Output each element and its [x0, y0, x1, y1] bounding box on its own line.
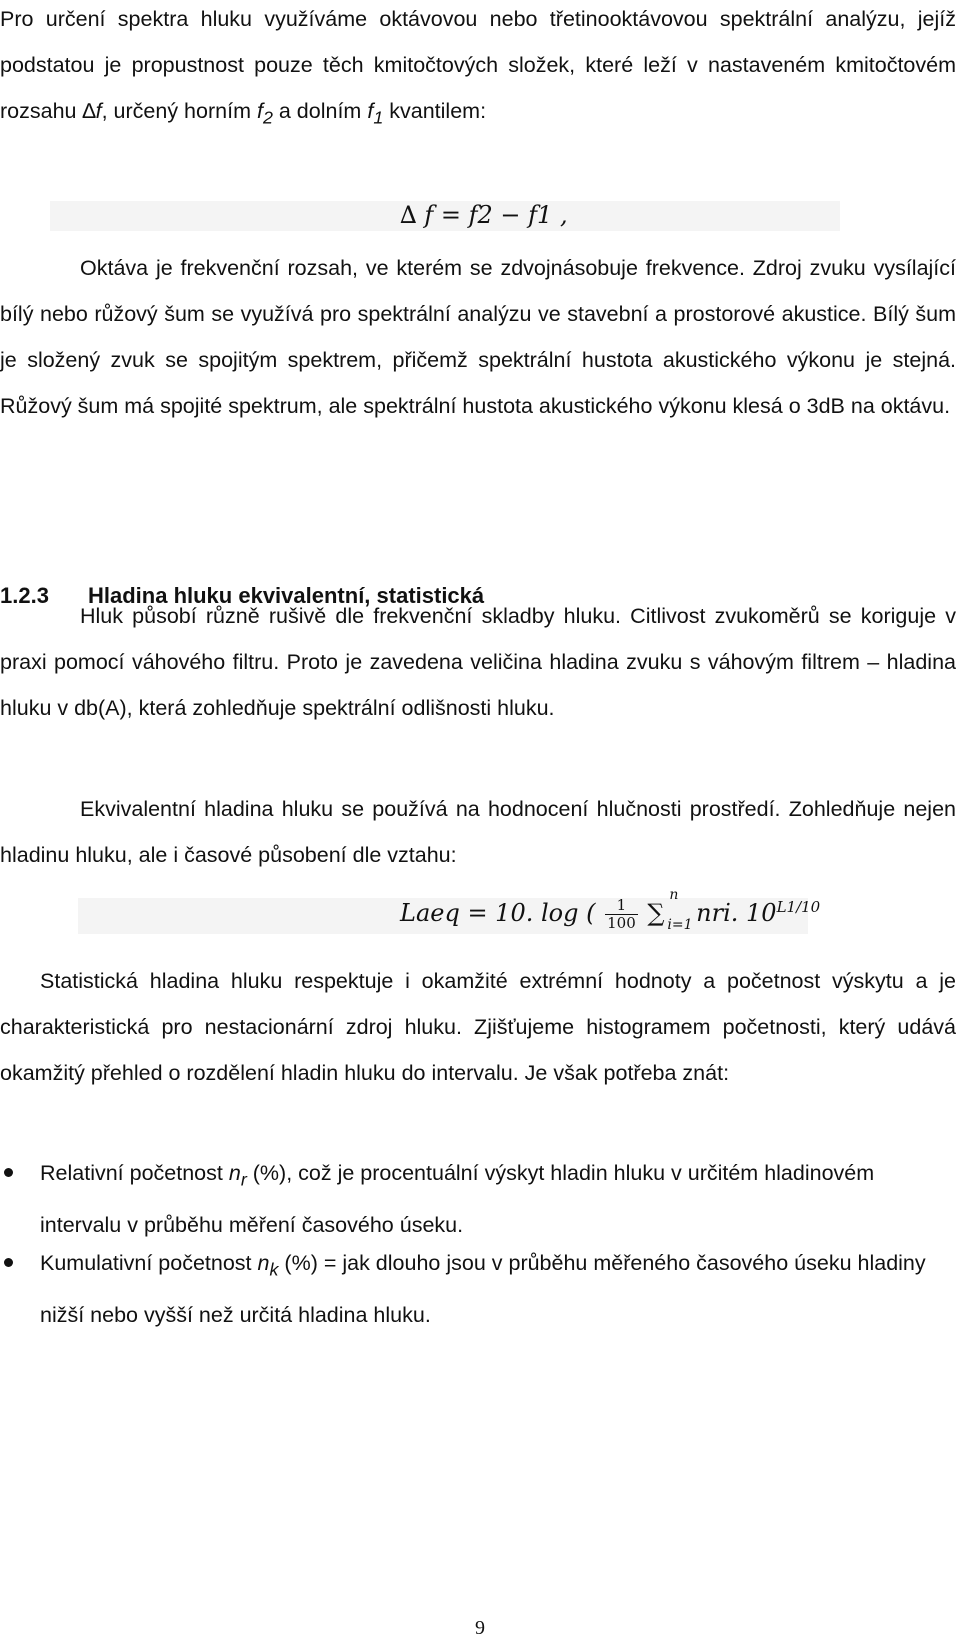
fraction-numerator: 1 [605, 897, 638, 915]
sum-upper: n [669, 887, 679, 903]
paragraph-equivalent-level: Ekvivalentní hladina hluku se používá na hodnocení hlučnosti prostředí. Zohledňuje nejen hladinu hluku, ale i časové působení dle vztahu: [0, 797, 956, 867]
sum-lower: i=1 [667, 917, 693, 933]
formula-exponent: L1/10 [776, 898, 821, 916]
formula-delta-f: ∆ f = f2 − f1 , [400, 201, 568, 229]
bullet-dot [4, 1258, 13, 1267]
section-title: Hladina hluku ekvivalentní, statistická [88, 583, 485, 608]
fraction-denominator: 100 [607, 914, 636, 932]
formula-laeq-rhs: nri. 10 [696, 899, 777, 927]
formula-fraction [605, 897, 638, 932]
formula-laeq-lhs: Laeq = 10. log ( [400, 899, 596, 927]
bullet-text: Kumulativní početnost $n_k$ (%) = jak dlouho jsou v průběhu měřeného časového úseku hladiny nižší nebo vyšší než určitá hladina hluku. [40, 1251, 926, 1328]
section-number: 1.2.3 [0, 583, 49, 608]
bullet-dot [4, 1168, 13, 1177]
paragraph-spectrum: Pro určení spektra hluku využíváme oktávovou nebo třetinooktávovou spektrální analýzu, jejíž podstatou je propustnost pouze těch kmitočtových složek, které leží v nastaveném kmitočtovém rozsahu ∆f, určený horním $f_2$ a dolním $f_1$ kvantilem: [0, 7, 956, 128]
paragraph-statistical-level: Statistická hladina hluku respektuje i okamžité extrémní hodnoty a početnost výskytu a je charakteristická pro nestacionární zdroj hluku. Zjišťujeme histogramem početnosti, který udává okamžitý přehled o rozdělení hladin hluku do intervalu. Je však potřeba znát: [0, 969, 956, 1085]
formula-laeq [400, 887, 821, 933]
page-number: 9 [475, 1617, 485, 1639]
bullet-text: Relativní početnost $n_r$ (%), což je procentuální výskyt hladin hluku v určitém hladinovém intervalu v průběhu měření časového úseku. [40, 1161, 875, 1238]
paragraph-octave: Oktáva je frekvenční rozsah, ve kterém se zdvojnásobuje frekvence. Zdroj zvuku vysílající bílý nebo růžový šum se využívá pro spektrální analýzu ve stavební a prostorové akustice. Bílý šum je složený zvuk se spojitým spektrem, přičemž spektrální hustota akustického výkonu je stejná. Růžový šum má spojité spektrum, ale spektrální hustota akustického výkonu klesá o 3dB na oktávu. [0, 256, 956, 418]
paragraph-noise-weighting: Hluk působí různě rušivě dle frekvenční skladby hluku. Citlivost zvukoměrů se koriguje v praxi pomocí váhového filtru. Proto je zavedena veličina hladina zvuku s váhovým filtrem – hladina hluku v db(A), která zohledňuje spektrální odlišnosti hluku. [0, 604, 956, 720]
summation: ∑ n i=1 [647, 887, 693, 933]
